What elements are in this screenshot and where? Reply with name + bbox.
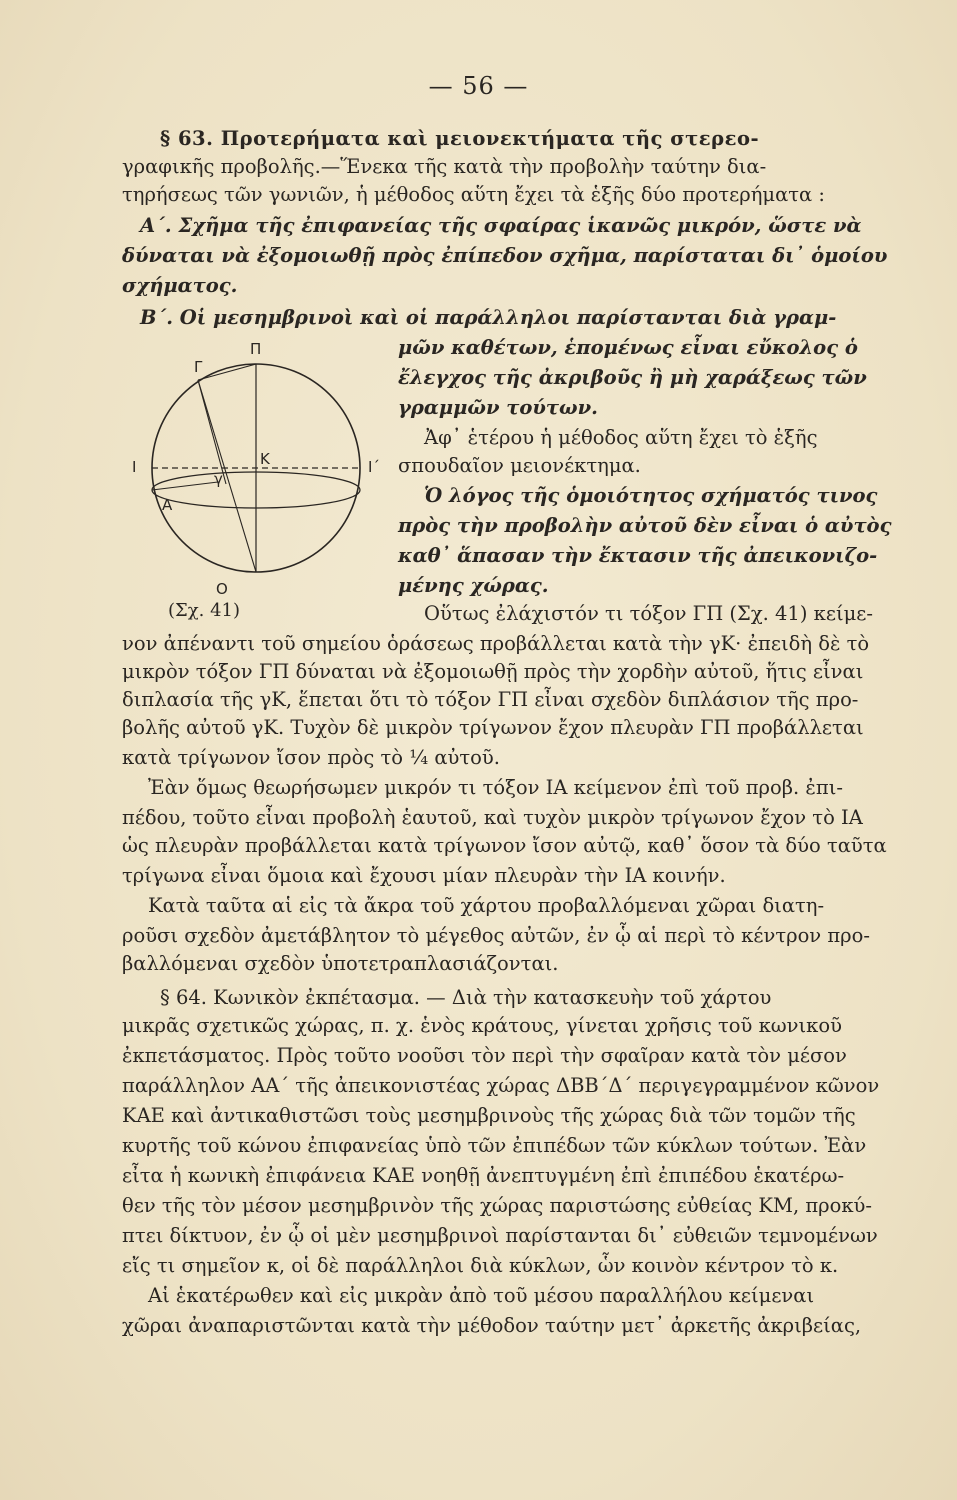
text-line: βολῆς αὐτοῦ γΚ. Τυχὸν δὲ μικρὸν τρίγωνον ἔχον πλευρὰν ΓΠ προβάλλεται [122, 716, 864, 739]
label-A: Α [162, 496, 173, 514]
text-line: γραμμῶν τούτων. [398, 396, 598, 419]
label-K: Κ [260, 450, 270, 468]
text-line: ροῦσι σχεδὸν ἀμετάβλητον τὸ μέγεθος αὐτῶν, ἐν ᾧ αἱ περὶ τὸ κέντρον προ- [122, 924, 870, 947]
text-line: πτει δίκτυον, ἐν ᾧ οἱ μὲν μεσημβρινοὶ παρίστανται δι᾽ εὐθειῶν τεμνομένων [122, 1224, 878, 1247]
label-I-right: Ι΄ [368, 458, 380, 476]
text-line: ὡς πλευρὰν προβάλλεται κατὰ τρίγωνον ἴσον αὐτῷ, καθ᾽ ὅσον τὰ δύο ταῦτα [122, 834, 887, 857]
text-line: Κατὰ ταῦτα αἱ εἰς τὰ ἄκρα τοῦ χάρτου προβαλλόμεναι χῶραι διατη- [148, 894, 825, 917]
text-line: κατὰ τρίγωνον ἴσον πρὸς τὸ ¼ αὐτοῦ. [122, 746, 500, 769]
figure-41 [118, 340, 398, 630]
text-line: θεν τῆς τὸν μέσον μεσημβρινὸν τῆς χώρας παριστώσης εὐθείας ΚΜ, προκύ- [122, 1194, 872, 1217]
text-line: Αἱ ἑκατέρωθεν καὶ εἰς μικρὰν ἀπὸ τοῦ μέσου παραλλήλου κείμεναι [148, 1284, 815, 1307]
text-line: βαλλόμεναι σχεδὸν ὑποτετραπλασιάζονται. [122, 952, 559, 975]
text-line: μικρᾶς σχετικῶς χώρας, π. χ. ἑνὸς κράτους, γίνεται χρῆσις τοῦ κωνικοῦ [122, 1014, 842, 1037]
text-line: δύναται νὰ ἐξομοιωθῇ πρὸς ἐπίπεδον σχῆμα, παρίσταται δι᾽ ὁμοίου [122, 244, 888, 267]
text-line: Ἀφ᾽ ἑτέρου ἡ μέθοδος αὕτη ἔχει τὸ ἑξῆς [424, 426, 818, 449]
section-64-heading: § 64. Κωνικὸν ἐκπέτασμα. — Διὰ τὴν κατασκευὴν τοῦ χάρτου [160, 986, 772, 1009]
text-line: τηρήσεως τῶν γωνιῶν, ἡ μέθοδος αὕτη ἔχει τὰ ἑξῆς δύο προτερήματα : [122, 183, 825, 206]
text-line: καθ᾽ ἅπασαν τὴν ἔκτασιν τῆς ἀπεικονιζο- [398, 544, 878, 567]
text-line: σπουδαῖον μειονέκτημα. [398, 454, 641, 477]
text-line: χῶραι ἀναπαριστῶνται κατὰ τὴν μέθοδον ταύτην μετ᾽ ἀρκετῆς ἀκριβείας, [122, 1314, 862, 1337]
text-line: Ἐὰν ὅμως θεωρήσωμεν μικρόν τι τόξον ΙΑ κείμενον ἐπὶ τοῦ προβ. ἐπι- [148, 776, 843, 799]
sphere-diagram [118, 340, 398, 600]
text-line: γραφικῆς προβολῆς.—Ἕνεκα τῆς κατὰ τὴν προβολὴν ταύτην δια- [122, 155, 767, 178]
label-O: Ο [216, 580, 228, 598]
label-G: Γ [194, 358, 203, 376]
label-I-left: Ι [132, 458, 137, 476]
text-line: Β΄. Οἱ μεσημβρινοὶ καὶ οἱ παράλληλοι παρίστανται διὰ γραμ- [140, 306, 837, 329]
text-line: μικρὸν τόξον ΓΠ δύναται νὰ ἐξομοιωθῇ πρὸς τὴν χορδὴν αὐτοῦ, ἥτις εἶναι [122, 660, 864, 683]
text-line: εἶτα ἡ κωνικὴ ἐπιφάνεια ΚΑΕ νοηθῇ ἀνεπτυγμένη ἐπὶ ἐπιπέδου ἑκατέρω- [122, 1164, 845, 1187]
text-line: κυρτῆς τοῦ κώνου ἐπιφανείας ὑπὸ τῶν ἐπιπέδων τῶν κύκλων τούτων. Ἐὰν [122, 1134, 867, 1157]
text-line: Ὁ λόγος τῆς ὁμοιότητος σχήματός τινος [424, 484, 878, 507]
label-g: γ [214, 470, 223, 488]
text-line: μῶν καθέτων, ἑπομένως εἶναι εὔκολος ὁ [398, 336, 858, 359]
text-line: παράλληλον ΑΑ΄ τῆς ἀπεικονιστέας χώρας ΔΒΒ΄Δ΄ περιγεγραμμένον κῶνον [122, 1074, 880, 1097]
text-line: Α΄. Σχῆμα τῆς ἐπιφανείας τῆς σφαίρας ἱκανῶς μικρόν, ὥστε νὰ [140, 214, 862, 237]
text-line: εἴς τι σημεῖον κ, οἱ δὲ παράλληλοι διὰ κύκλων, ὧν κοινὸν κέντρον τὸ κ. [122, 1254, 839, 1277]
section-63-heading: § 63. Προτερήματα καὶ μειονεκτήματα τῆς στερεο- [160, 127, 760, 150]
text-line: μένης χώρας. [398, 574, 549, 597]
text-line: ἔλεγχος τῆς ἀκριβοῦς ἢ μὴ χαράξεως τῶν [398, 366, 867, 389]
text-line: ΚΑΕ καὶ ἀντικαθιστῶσι τοὺς μεσημβρινοὺς τῆς χώρας διὰ τῶν τομῶν τῆς [122, 1104, 856, 1127]
text-line: πρὸς τὴν προβολὴν αὐτοῦ δὲν εἶναι ὁ αὐτὸς [398, 514, 892, 537]
text-line: Οὕτως ἐλάχιστόν τι τόξον ΓΠ (Σχ. 41) κείμε- [424, 602, 873, 625]
text-line: ἐκπετάσματος. Πρὸς τοῦτο νοοῦσι τὸν περὶ τὴν σφαῖραν κατὰ τὸν μέσον [122, 1044, 847, 1067]
text-line: νον ἀπέναντι τοῦ σημείου ὁράσεως προβάλλεται κατὰ τὴν γΚ· ἐπειδὴ δὲ τὸ [122, 632, 870, 655]
figure-caption: (Σχ. 41) [168, 600, 241, 621]
text-line: τρίγωνα εἶναι ὅμοια καὶ ἔχουσι μίαν πλευρὰν τὴν ΙΑ κοινήν. [122, 864, 726, 887]
page-number: — 56 — [428, 72, 529, 100]
label-P: Π [250, 340, 262, 358]
text-line: διπλασία τῆς γΚ, ἕπεται ὅτι τὸ τόξον ΓΠ εἶναι σχεδὸν διπλάσιον τῆς προ- [122, 688, 859, 711]
text-line: σχήματος. [122, 274, 238, 297]
text-line: πέδου, τοῦτο εἶναι προβολὴ ἑαυτοῦ, καὶ τυχὸν μικρὸν τρίγωνον ἔχον τὸ ΙΑ [122, 806, 863, 829]
